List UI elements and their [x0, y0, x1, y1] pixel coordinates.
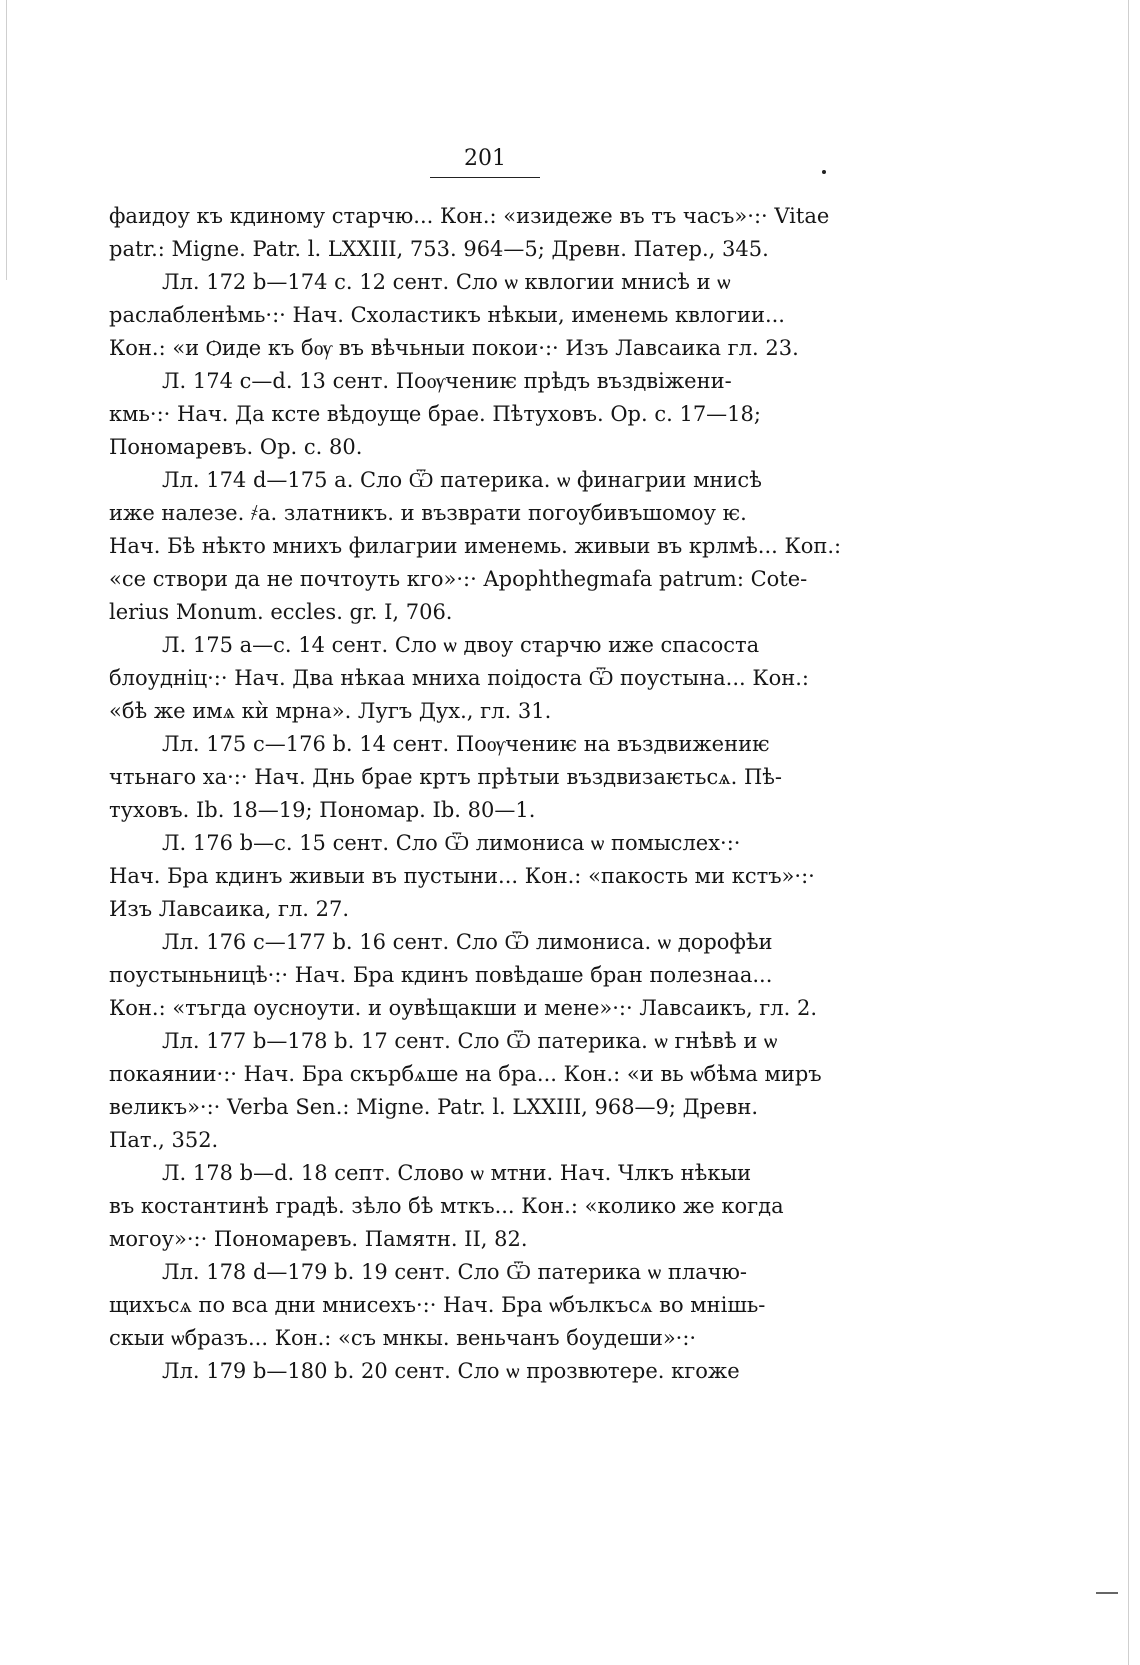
scan-mark [1096, 1592, 1118, 1594]
text-line: Изъ Лавсаика, гл. 27. [109, 897, 350, 921]
entry-heading-line: Л. 176 b—c. 15 сент. Сло Ѿ лимониса ѡ помыслех·:· [162, 831, 741, 855]
body-text [109, 200, 853, 1388]
text-line: великъ»·:· Verba Sen.: Migne. Patr. l. LXXIII, 968—9; Древн. [109, 1095, 759, 1119]
entry-heading-line: Лл. 178 d—179 b. 19 сент. Сло Ѿ патерика ѡ плачю- [162, 1260, 747, 1284]
text-line: кмь·:· Нач. Да ксте вѣдоуще брае. Пѣтуховъ. Ор. с. 17—18; [109, 402, 761, 426]
text-line: скыи ѡбразъ... Кон.: «съ мнкы. веньчанъ боудеши»·:· [109, 1326, 697, 1350]
print-speck [822, 170, 826, 174]
text-line: Нач. Бра кдинъ живыи въ пустыни... Кон.: «пакость ми кстъ»·:· [109, 864, 815, 888]
text-line: щихъсѧ по вса дни мнисехъ·:· Нач. Бра ѡбълкъсѧ во мнішь- [109, 1293, 766, 1317]
text-line: въ костантинѣ градѣ. зѣло бѣ мткъ... Кон.: «колико же когда [109, 1194, 784, 1218]
text-line: покаянии·:· Нач. Бра скърбѧше на бра... Кон.: «и вь ѡбѣма миръ [109, 1062, 822, 1086]
entry-heading-line: Л. 178 b—d. 18 септ. Слово ѡ мтни. Нач. Члкъ нѣкыи [162, 1161, 752, 1185]
text-line: patr.: Migne. Patr. l. LXXIII, 753. 964—5; Древн. Патер., 345. [109, 237, 769, 261]
text-line: «бѣ же имѧ кѝ мрна». Лугъ Дух., гл. 31. [109, 699, 552, 723]
text-line: поустыньницѣ·:· Нач. Бра кдинъ повѣдаше бран полезнаа... [109, 963, 773, 987]
text-line: «се створи да не почтоуть кго»·:· Apophthegmafa patrum: Cote- [109, 567, 808, 591]
entry-heading-line: Л. 175 a—c. 14 сент. Сло ѡ двоу старчю иже спасоста [162, 633, 760, 657]
text-line: Кон.: «и Ѻиде къ бѹ въ вѣчьныи покои·:· Изъ Лавсаика гл. 23. [109, 336, 799, 360]
text-line: чтьнаго ха·:· Нач. Днь брае кртъ прѣтыи въздвизаѥтьсѧ. Пѣ- [109, 765, 783, 789]
text-line: иже налезе. ҂а. златникъ. и възврати погоубивъшомоу ѥ. [109, 501, 747, 525]
entry-heading-line: Лл. 174 d—175 a. Сло Ѿ патерика. ѡ финагрии мнисѣ [162, 468, 762, 492]
entry-heading-line: Л. 174 c—d. 13 сент. Поѹчениѥ прѣдъ въздвіжени- [162, 369, 732, 393]
scan-edge-right [1128, 0, 1129, 1665]
text-line: Пат., 352. [109, 1128, 219, 1152]
text-line: могоу»·:· Пономаревъ. Памятн. II, 82. [109, 1227, 528, 1251]
entry-heading-line: Лл. 179 b—180 b. 20 сент. Сло ѡ прозвютере. кгоже [162, 1359, 740, 1383]
text-line: фаидоу къ кдиному старчю... Кон.: «изидеже въ тъ часъ»·:· Vitae [109, 204, 830, 228]
text-line: блоудніц·:· Нач. Два нѣкаа мниха поідоста Ѿ поустына... Кон.: [109, 666, 810, 690]
entry-heading-line: Лл. 177 b—178 b. 17 сент. Сло Ѿ патерика. ѡ гнѣвѣ и ѡ [162, 1029, 778, 1053]
text-line: Кон.: «тъгда оусноути. и оувѣщакши и мене»·:· Лавсаикъ, гл. 2. [109, 996, 818, 1020]
scan-edge-left [6, 0, 7, 280]
text-line: туховъ. Ib. 18—19; Пономар. Ib. 80—1. [109, 798, 536, 822]
entry-heading-line: Лл. 175 c—176 b. 14 сент. Поѹчениѥ на въздвижениѥ [162, 732, 770, 756]
entry-heading-line: Лл. 176 c—177 b. 16 сент. Сло Ѿ лимониса. ѡ дорофѣи [162, 930, 773, 954]
text-line: Пономаревъ. Ор. с. 80. [109, 435, 363, 459]
page-number: 201 [430, 146, 540, 178]
text-line: lerius Monum. eccles. gr. I, 706. [109, 600, 453, 624]
text-line: Нач. Бѣ нѣкто мнихъ филагрии именемь. живыи въ крлмѣ... Коп.: [109, 534, 842, 558]
entry-heading-line: Лл. 172 b—174 c. 12 сент. Сло ѡ квлогии мнисѣ и ѡ [162, 270, 731, 294]
text-line: раслабленѣмь·:· Нач. Схоластикъ нѣкыи, именемь квлогии... [109, 303, 785, 327]
